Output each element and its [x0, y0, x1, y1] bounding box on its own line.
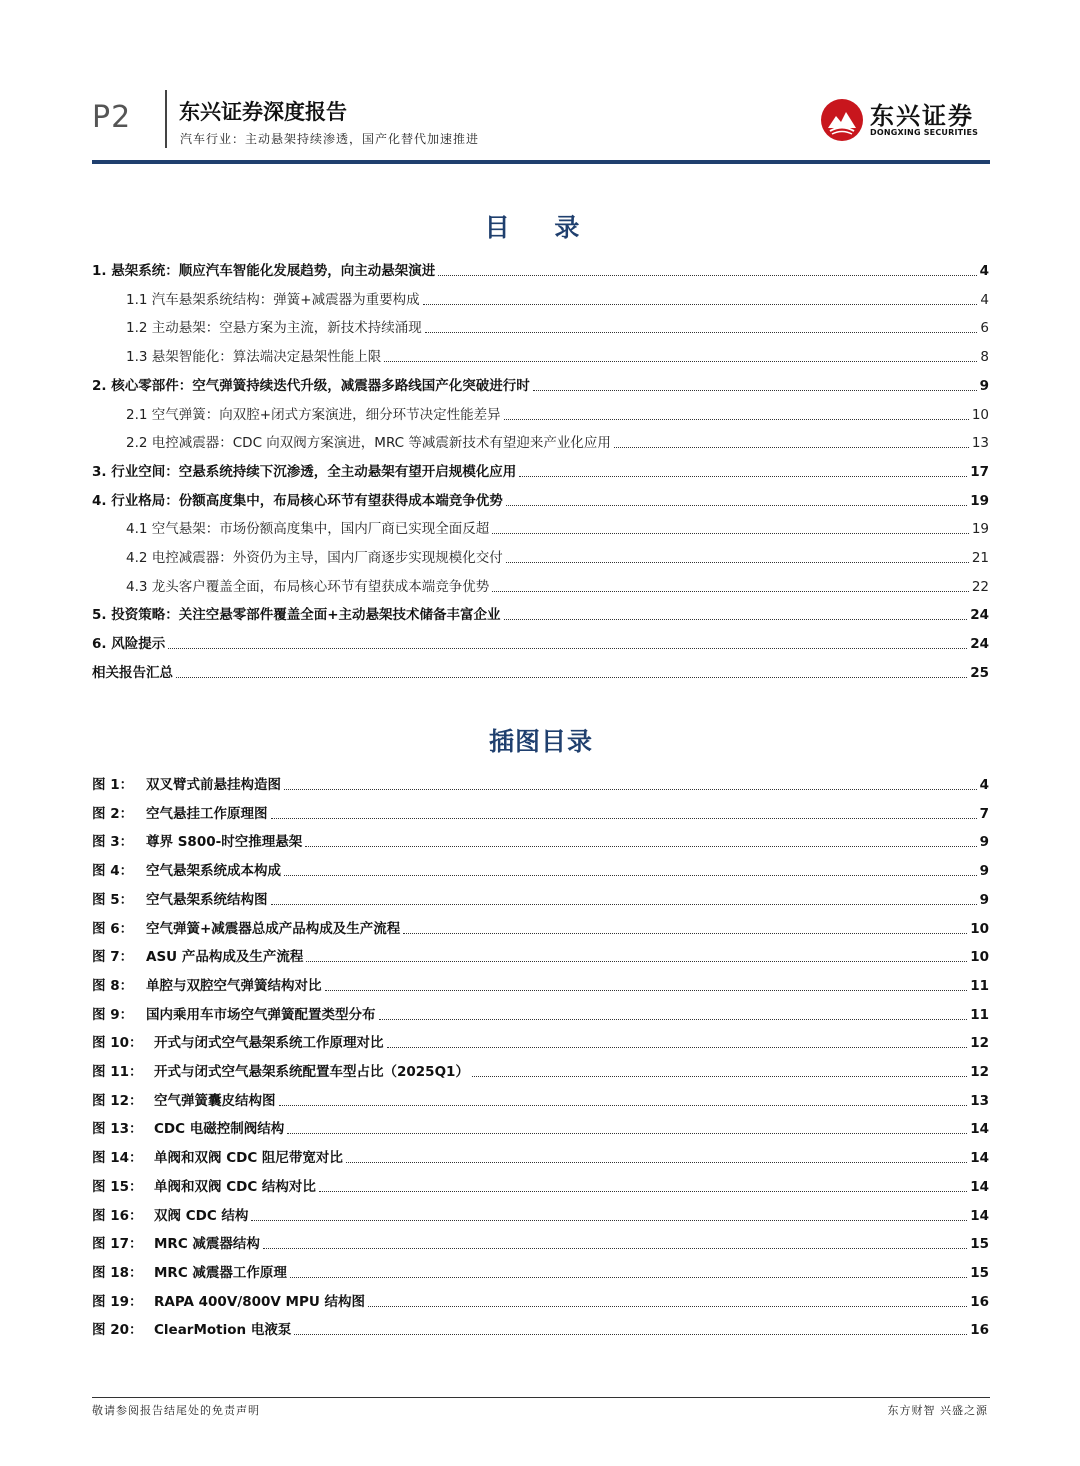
- figure-entry-label: [92, 977, 322, 995]
- figure-caption: 空气悬挂工作原理图: [146, 806, 268, 822]
- page-header: [92, 88, 990, 164]
- figure-entry-label: [92, 1293, 365, 1311]
- figure-entry-page: 11: [970, 978, 989, 994]
- figure-entry[interactable]: [92, 1059, 989, 1081]
- toc-entry-page: 17: [970, 464, 989, 480]
- toc-entry-page: 22: [971, 579, 989, 595]
- toc-entry-page: 25: [970, 665, 989, 681]
- dot-leader: [168, 648, 967, 649]
- figure-entry[interactable]: [92, 887, 989, 909]
- toc-entry[interactable]: [92, 344, 989, 366]
- toc-entry[interactable]: [92, 660, 989, 682]
- toc-entry-page: 19: [970, 493, 989, 509]
- figure-entry-label: [92, 1149, 343, 1167]
- figure-caption: 空气弹簧+减震器总成产品构成及生产流程: [146, 921, 401, 937]
- figure-number: 图 13：: [92, 1121, 143, 1137]
- figure-number: 图 17：: [92, 1236, 143, 1252]
- figure-entry-page: 14: [970, 1179, 989, 1195]
- dot-leader: [319, 1191, 967, 1192]
- toc-entry-page: 24: [970, 607, 989, 623]
- figure-caption: 空气弹簧囊皮结构图: [154, 1093, 276, 1109]
- toc-entry-page: 19: [971, 521, 989, 537]
- figure-entry-page: 7: [979, 806, 989, 822]
- figure-entry-label: [92, 948, 303, 966]
- dot-leader: [614, 447, 969, 448]
- dot-leader: [271, 818, 977, 819]
- toc-entry-page: 13: [971, 435, 989, 451]
- figure-caption: 开式与闭式空气悬架系统配置车型占比（2025Q1）: [154, 1064, 469, 1080]
- dot-leader: [492, 591, 969, 592]
- figure-entry[interactable]: [92, 1002, 989, 1024]
- figure-entry[interactable]: [92, 1174, 989, 1196]
- figure-caption: 单腔与双腔空气弹簧结构对比: [146, 978, 322, 994]
- toc-entry[interactable]: [92, 516, 989, 538]
- toc-entry[interactable]: [92, 574, 989, 596]
- toc-entry-label: 5. 投资策略：关注空悬零部件覆盖全面+主动悬架技术储备丰富企业: [92, 607, 501, 623]
- dot-leader: [387, 1047, 968, 1048]
- figure-entry-label: [92, 1235, 260, 1253]
- toc-entry-label: 4.3 龙头客户覆盖全面，布局核心环节有望获成本端竞争优势: [126, 579, 490, 595]
- report-subtitle: 汽车行业：主动悬架持续渗透，国产化替代加速推进: [180, 132, 480, 146]
- dot-leader: [492, 533, 969, 534]
- figure-entry-label: [92, 1207, 248, 1225]
- figure-caption: ClearMotion 电液泵: [154, 1322, 292, 1338]
- figure-caption: MRC 减震器结构: [154, 1236, 260, 1252]
- figure-number: 图 9：: [92, 1007, 134, 1023]
- toc-entry-label: 2.1 空气弹簧：向双腔+闭式方案演进，细分环节决定性能差异: [126, 407, 501, 423]
- dot-leader: [287, 1133, 967, 1134]
- toc-entry-label: 4.2 电控减震器：外资仍为主导，国内厂商逐步实现规模化交付: [126, 550, 503, 566]
- toc-entry[interactable]: [92, 631, 989, 653]
- figure-caption: ASU 产品构成及生产流程: [146, 949, 304, 965]
- figure-entry-label: [92, 1063, 469, 1081]
- figure-entry[interactable]: [92, 772, 989, 794]
- figure-caption: 空气悬架系统结构图: [146, 892, 268, 908]
- figure-entry-page: 12: [970, 1064, 989, 1080]
- figure-caption: 双叉臂式前悬挂构造图: [146, 777, 281, 793]
- figure-entry[interactable]: [92, 801, 989, 823]
- figure-number: 图 12：: [92, 1093, 143, 1109]
- toc-entry-page: 21: [971, 550, 989, 566]
- figure-entry-label: [92, 1034, 384, 1052]
- figure-entry-page: 15: [970, 1236, 989, 1252]
- report-title: 东兴证券深度报告: [179, 100, 347, 124]
- dot-leader: [519, 476, 967, 477]
- figure-entry-label: [92, 920, 400, 938]
- figure-number: 图 15：: [92, 1179, 143, 1195]
- dot-leader: [346, 1162, 967, 1163]
- dot-leader: [368, 1306, 967, 1307]
- dot-leader: [506, 562, 969, 563]
- logo-name-cn: 东兴证券: [870, 102, 974, 130]
- figure-entry-page: 14: [970, 1121, 989, 1137]
- toc-entry[interactable]: [92, 602, 989, 624]
- toc-entry-page: 4: [980, 292, 989, 308]
- figure-entry[interactable]: [92, 1145, 989, 1167]
- dot-leader: [176, 677, 967, 678]
- figure-entry[interactable]: [92, 973, 989, 995]
- figure-entry[interactable]: [92, 1289, 989, 1311]
- figure-entry-label: [92, 805, 268, 823]
- toc-entry-page: 6: [980, 320, 989, 336]
- figure-list-title: 插图目录: [488, 727, 593, 756]
- figure-entry-page: 14: [970, 1150, 989, 1166]
- figure-number: 图 11：: [92, 1064, 143, 1080]
- figure-entry-page: 12: [970, 1035, 989, 1051]
- figure-number: 图 6：: [92, 921, 134, 937]
- figure-entry-label: [92, 1264, 287, 1282]
- toc-entry-label: 2. 核心零部件：空气弹簧持续迭代升级，减震器多路线国产化突破进行时: [92, 378, 530, 394]
- figure-entry-label: [92, 1178, 316, 1196]
- figure-entry-page: 9: [979, 892, 989, 908]
- figure-entry[interactable]: [92, 829, 989, 851]
- footer-slogan: 东方财智 兴盛之源: [887, 1404, 988, 1417]
- figure-caption: 开式与闭式空气悬架系统工作原理对比: [154, 1035, 384, 1051]
- toc-entry-label: 2.2 电控减震器：CDC 向双阀方案演进，MRC 等减震新技术有望迎来产业化应用: [126, 435, 611, 451]
- figure-entry-page: 16: [970, 1322, 989, 1338]
- figure-entry-label: [92, 1092, 276, 1110]
- figure-caption: 单阀和双阀 CDC 结构对比: [154, 1179, 316, 1195]
- toc-entry[interactable]: [92, 459, 989, 481]
- toc-entry-page: 4: [979, 263, 989, 279]
- dot-leader: [284, 875, 977, 876]
- figure-number: 图 7：: [92, 949, 134, 965]
- dot-leader: [263, 1248, 967, 1249]
- toc-entry[interactable]: [92, 545, 989, 567]
- dot-leader: [472, 1076, 967, 1077]
- figure-entry-page: 9: [979, 863, 989, 879]
- toc-entry[interactable]: [92, 373, 989, 395]
- toc-entry-label: 3. 行业空间：空悬系统持续下沉渗透，全主动悬架有望开启规模化应用: [92, 464, 517, 480]
- dot-leader: [504, 619, 968, 620]
- dot-leader: [306, 961, 967, 962]
- footer-disclaimer: 敬请参阅报告结尾处的免责声明: [92, 1404, 260, 1417]
- toc-entry-page: 10: [971, 407, 989, 423]
- toc-entry[interactable]: [92, 287, 989, 309]
- figure-caption: 国内乘用车市场空气弹簧配置类型分布: [146, 1007, 376, 1023]
- dot-leader: [423, 304, 978, 305]
- figure-entry-page: 16: [970, 1294, 989, 1310]
- figure-entry-page: 4: [979, 777, 989, 793]
- header-rule: [92, 160, 990, 164]
- toc-entry-label: 4.1 空气悬架：市场份额高度集中，国内厂商已实现全面反超: [126, 521, 490, 537]
- figure-entry-page: 15: [970, 1265, 989, 1281]
- figure-number: 图 19：: [92, 1294, 143, 1310]
- figure-number: 图 14：: [92, 1150, 143, 1166]
- figure-entry-label: [92, 1321, 291, 1339]
- figure-entry-label: [92, 862, 281, 880]
- header-divider: [165, 90, 167, 148]
- figure-number: 图 3：: [92, 834, 134, 850]
- toc-entry[interactable]: [92, 258, 989, 280]
- figure-entry-page: 11: [970, 1007, 989, 1023]
- figure-entry[interactable]: [92, 916, 989, 938]
- figure-number: 图 1：: [92, 777, 134, 793]
- figure-caption: 尊界 S800-时空推理悬架: [146, 834, 303, 850]
- figure-caption: RAPA 400V/800V MPU 结构图: [154, 1294, 366, 1310]
- dot-leader: [251, 1220, 967, 1221]
- toc-entry-label: 1.2 主动悬架：空悬方案为主流，新技术持续涌现: [126, 320, 422, 336]
- figure-number: 图 20：: [92, 1322, 143, 1338]
- figure-number: 图 2：: [92, 806, 134, 822]
- dot-leader: [290, 1277, 967, 1278]
- company-logo: [820, 90, 990, 146]
- toc-title: 目 录: [484, 213, 598, 242]
- figure-entry[interactable]: [92, 1231, 989, 1253]
- toc-entry-label: 6. 风险提示: [92, 636, 166, 652]
- toc-entry-label: 1. 悬架系统：顺应汽车智能化发展趋势，向主动悬架演进: [92, 263, 436, 279]
- dot-leader: [379, 1019, 968, 1020]
- toc-entry-label: 4. 行业格局：份额高度集中，布局核心环节有望获得成本端竞争优势: [92, 493, 503, 509]
- dot-leader: [504, 419, 969, 420]
- toc-entry-label: 1.3 悬架智能化：算法端决定悬架性能上限: [126, 349, 382, 365]
- figure-caption: CDC 电磁控制阀结构: [154, 1121, 285, 1137]
- figure-entry-label: [92, 833, 302, 851]
- footer-rule: [92, 1397, 990, 1398]
- figure-entry[interactable]: [92, 1317, 989, 1339]
- figure-caption: MRC 减震器工作原理: [154, 1265, 287, 1281]
- dot-leader: [325, 990, 968, 991]
- figure-entry-label: [92, 1120, 284, 1138]
- dot-leader: [425, 332, 978, 333]
- figure-number: 图 5：: [92, 892, 134, 908]
- figure-entry-page: 9: [979, 834, 989, 850]
- toc-entry-page: 9: [979, 378, 989, 394]
- figure-entry-label: [92, 776, 281, 794]
- figure-entry[interactable]: [92, 858, 989, 880]
- figure-number: 图 10：: [92, 1035, 143, 1051]
- figure-entry-page: 10: [970, 949, 989, 965]
- figure-caption: 双阀 CDC 结构: [154, 1208, 249, 1224]
- figure-caption: 单阀和双阀 CDC 阻尼带宽对比: [154, 1150, 343, 1166]
- figure-number: 图 8：: [92, 978, 134, 994]
- dot-leader: [294, 1334, 967, 1335]
- dot-leader: [284, 789, 977, 790]
- toc-entry[interactable]: [92, 488, 989, 510]
- logo-name-en: DONGXING SECURITIES: [870, 128, 979, 137]
- dot-leader: [533, 390, 977, 391]
- toc-entry[interactable]: [92, 430, 989, 452]
- figure-entry[interactable]: [92, 1203, 989, 1225]
- dot-leader: [506, 505, 967, 506]
- figure-entry[interactable]: [92, 1030, 989, 1052]
- dot-leader: [384, 361, 977, 362]
- toc-entry-page: 24: [970, 636, 989, 652]
- dot-leader: [403, 933, 967, 934]
- figure-entry[interactable]: [92, 1088, 989, 1110]
- toc-entry[interactable]: [92, 315, 989, 337]
- dot-leader: [438, 275, 976, 276]
- figure-entry-page: 14: [970, 1208, 989, 1224]
- dot-leader: [271, 904, 977, 905]
- logo-mark-icon: [820, 98, 864, 142]
- page-number: P2: [92, 100, 132, 135]
- figure-entry-label: [92, 1006, 376, 1024]
- figure-entry-page: 13: [970, 1093, 989, 1109]
- figure-number: 图 4：: [92, 863, 134, 879]
- toc-entry-page: 8: [980, 349, 989, 365]
- figure-entry[interactable]: [92, 1260, 989, 1282]
- figure-entry[interactable]: [92, 1116, 989, 1138]
- dot-leader: [279, 1105, 968, 1106]
- toc-entry[interactable]: [92, 402, 989, 424]
- figure-entry-page: 10: [970, 921, 989, 937]
- figure-number: 图 16：: [92, 1208, 143, 1224]
- figure-entry-label: [92, 891, 268, 909]
- figure-number: 图 18：: [92, 1265, 143, 1281]
- dot-leader: [305, 846, 976, 847]
- figure-entry[interactable]: [92, 944, 989, 966]
- toc-entry-label: 1.1 汽车悬架系统结构：弹簧+减震器为重要构成: [126, 292, 420, 308]
- toc-entry-label: 相关报告汇总: [92, 665, 173, 681]
- figure-caption: 空气悬架系统成本构成: [146, 863, 281, 879]
